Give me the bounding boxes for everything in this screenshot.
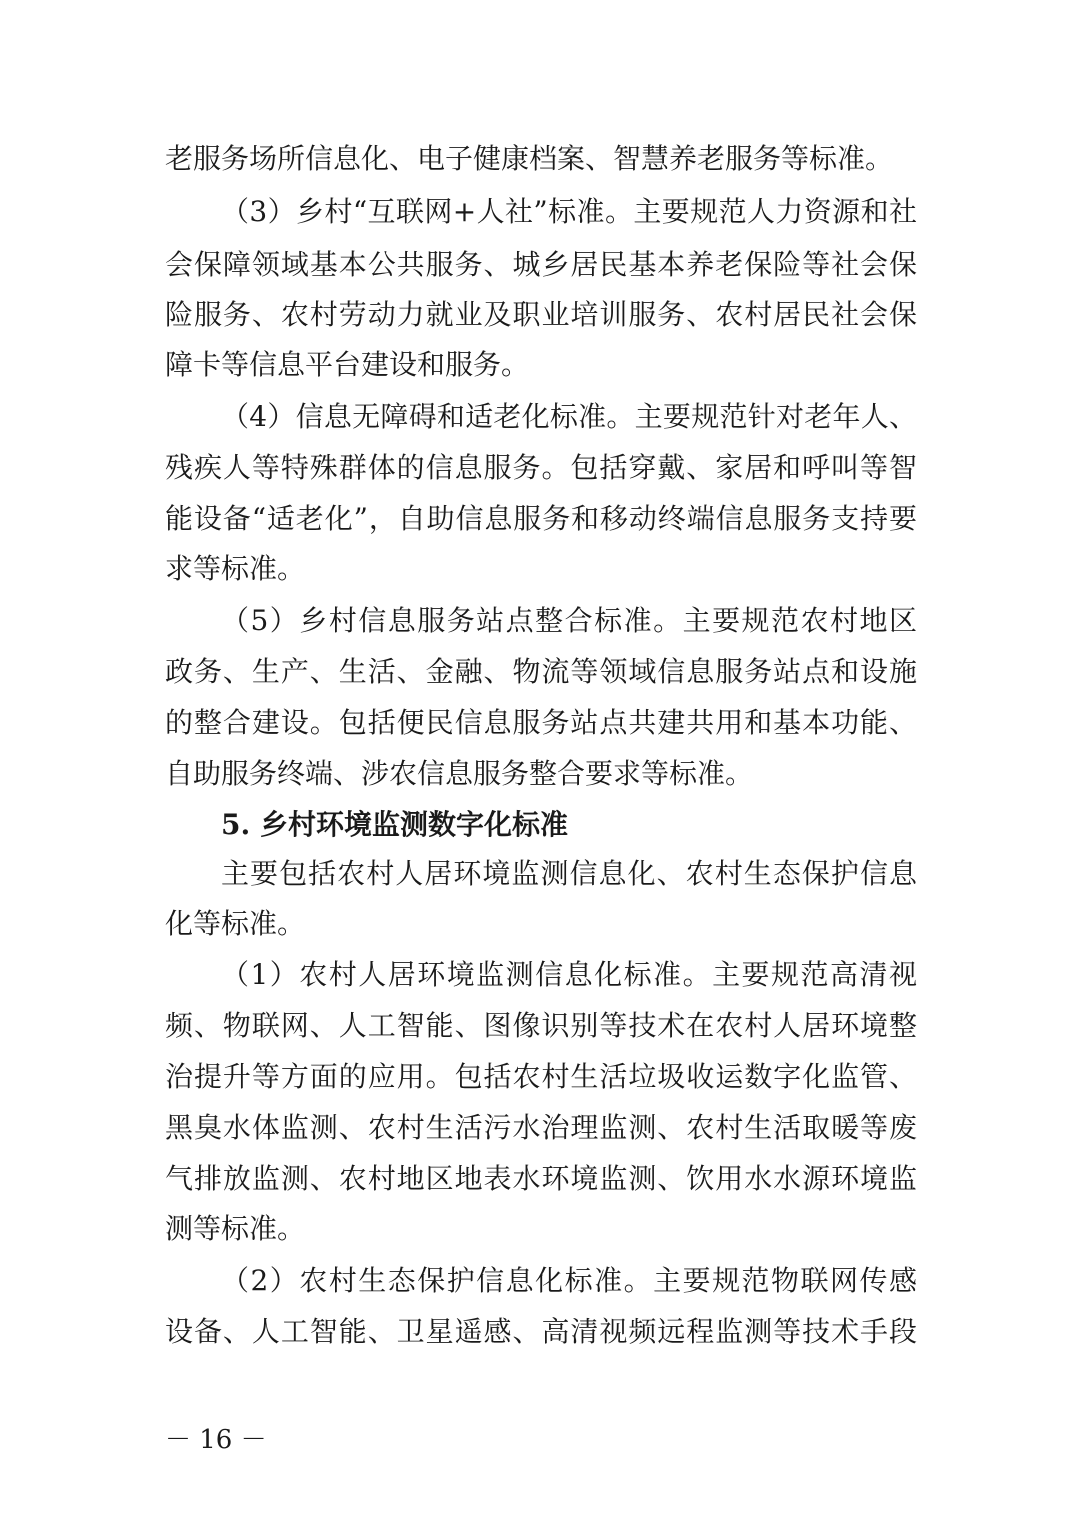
text-line: 黑臭水体监测、农村生活污水治理监测、农村生活取暖等废 bbox=[165, 1111, 917, 1144]
text-line: 主要包括农村人居环境监测信息化、农村生态保护信息 bbox=[221, 857, 917, 890]
section-heading: 5. 乡村环境监测数字化标准 bbox=[221, 808, 568, 841]
page-number: － 16 － bbox=[165, 1425, 267, 1455]
text-line: （3）乡村“互联网+人社”标准。主要规范人力资源和社 bbox=[221, 195, 917, 228]
text-line: （5）乡村信息服务站点整合标准。主要规范农村地区 bbox=[221, 604, 917, 637]
text-line: 设备、人工智能、卫星遥感、高清视频远程监测等技术手段 bbox=[165, 1315, 917, 1348]
text-line: 求等标准。 bbox=[165, 552, 306, 585]
text-line: 老服务场所信息化、电子健康档案、智慧养老服务等标准。 bbox=[165, 142, 894, 175]
text-line: 政务、生产、生活、金融、物流等领域信息服务站点和设施 bbox=[165, 655, 917, 688]
text-line: 险服务、农村劳动力就业及职业培训服务、农村居民社会保 bbox=[165, 298, 917, 331]
text-line: 频、物联网、人工智能、图像识别等技术在农村人居环境整 bbox=[165, 1009, 917, 1042]
text-line: 能设备“适老化”，自助信息服务和移动终端信息服务支持要 bbox=[165, 502, 917, 535]
text-line: 治提升等方面的应用。包括农村生活垃圾收运数字化监管、 bbox=[165, 1060, 917, 1093]
text-line: 残疾人等特殊群体的信息服务。包括穿戴、家居和呼叫等智 bbox=[165, 451, 917, 484]
text-line: 障卡等信息平台建设和服务。 bbox=[165, 348, 530, 381]
text-line: （4）信息无障碍和适老化标准。主要规范针对老年人、 bbox=[221, 400, 917, 433]
text-line: （1）农村人居环境监测信息化标准。主要规范高清视 bbox=[221, 958, 917, 991]
text-line: 自助服务终端、涉农信息服务整合要求等标准。 bbox=[165, 757, 754, 790]
text-line: 会保障领域基本公共服务、城乡居民基本养老保险等社会保 bbox=[165, 248, 917, 281]
text-line: 的整合建设。包括便民信息服务站点共建共用和基本功能、 bbox=[165, 706, 917, 739]
text-line: 气排放监测、农村地区地表水环境监测、饮用水水源环境监 bbox=[165, 1162, 917, 1195]
text-line: （2）农村生态保护信息化标准。主要规范物联网传感 bbox=[221, 1264, 917, 1297]
text-line: 化等标准。 bbox=[165, 907, 306, 940]
text-line: 测等标准。 bbox=[165, 1212, 306, 1245]
